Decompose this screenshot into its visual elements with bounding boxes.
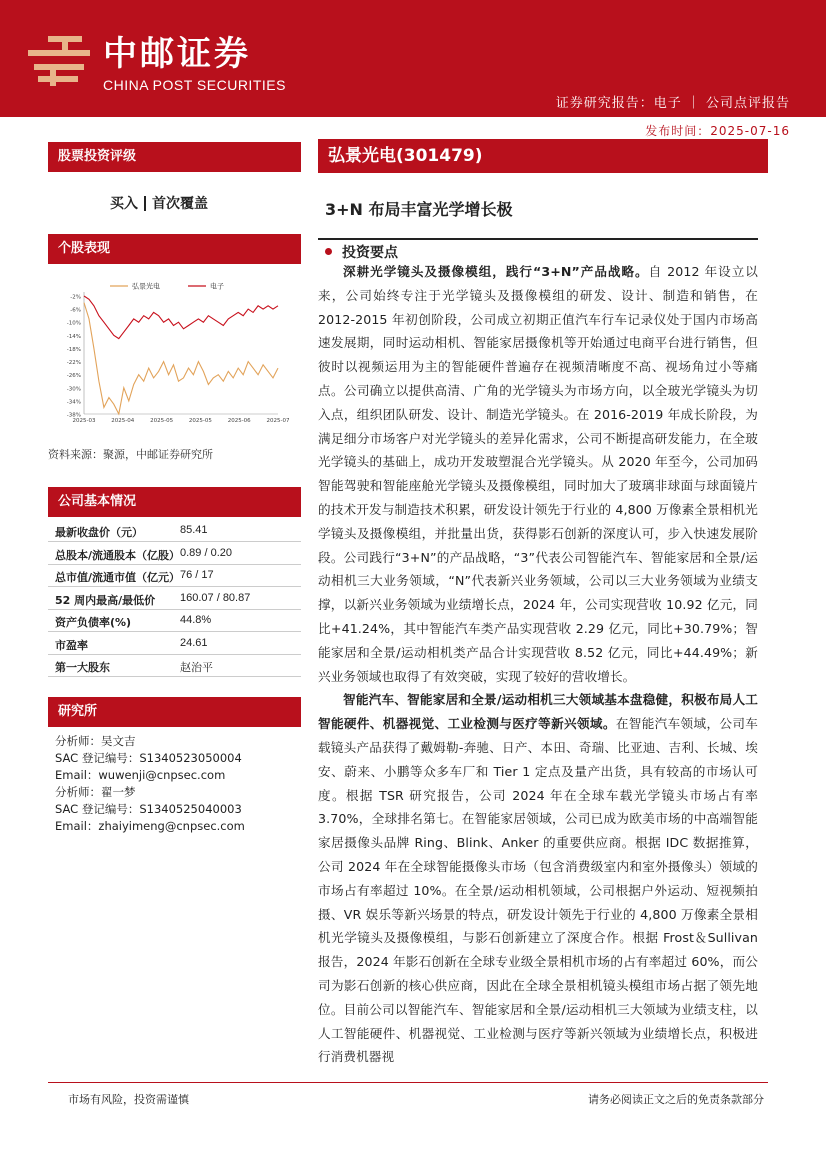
china-post-logo-icon [28,36,90,86]
footer-risk-note: 市场有风险，投资需谨慎 [68,1093,189,1106]
analyst-line: 分析师：翟一梦 [55,785,136,799]
analyst-email[interactable]: Email：zhaiyimeng@cnpsec.com [55,819,245,833]
section-label: 投资要点 [342,245,398,261]
basics-title: 公司基本情况 [48,487,301,517]
paragraph-text: 在智能汽车领域，公司车载镜头产品获得了戴姆勒-奔驰、日产、本田、奇瑞、比亚迪、吉利、长城、埃安、蔚来、小鹏等众多车厂和 Tier 1 定点及量产出货，具有较高的市场认可度。根据 TSR 研究报告，公司 2024 年在全球车载光学镜头市场占有率 3.70%，全球排名第七。在智能家居领域，公司已成为欧美市场的中高端智能家居摄像头品牌 Ring、Blink、Anker 的重要供应商。根据 IDC 数据推算，公司 2024 年在全球智能摄像头市场（包含消费级室内和室外摄像头）领域的市场占有率超过 10%。在全景/运动相机领域，公司根据户外运动、短视频拍摄、VR 娱乐等新兴场景的特点，研发设计领先于行业的 4,800 万像素全景相机光学镜头及摄像模组，与影石创新建立了深度合作。根据 Frost＆Sullivan 报告，2024 年影石创新在全球专业级全景相机市场的占有率超过 60%，而公司为影石创新的核心供应商，因此在全球全景相机镜头模组市场占据了领先地位。目前公司以智能汽车、智能家居和全景/运动相机三大领域为业绩支柱，以人工智能硬件、机器视觉、工业检测与医疗等新兴领域为业绩增长点，积极进行消费机器视 [318,716,758,1065]
y-tick-label: -10% [66,320,81,327]
basics-value: 44.8% [180,614,212,626]
divider [318,238,758,240]
analyst-list [55,733,245,835]
basics-value: 160.07 / 80.87 [180,591,251,604]
analyst-email[interactable]: Email：wuwenji@cnpsec.com [55,768,226,782]
basics-key: 52 周内最高/最低价 [55,593,156,607]
perf-title: 个股表现 [48,234,301,264]
row-divider [48,631,301,632]
paragraph [318,688,758,1069]
legend-label: 电子 [210,282,224,291]
basics-key: 总市值/流通市值（亿元） [55,571,181,584]
basics-key: 最新收盘价（元） [55,526,143,539]
y-tick-label: -22% [66,360,81,367]
body-text [318,260,758,1069]
paragraph [318,260,758,688]
y-tick-label: -6% [70,307,81,314]
paragraph-lead: 深耕光学镜头及摄像模组，践行“3+N”产品战略。 [343,264,649,279]
basics-key: 市盈率 [55,638,88,652]
basics-value: 0.89 / 0.20 [180,546,232,559]
divider [144,196,146,211]
headline: 3+N 布局丰富光学增长极 [325,200,513,219]
paragraph-lead: 智能汽车、智能家居和全景/运动相机三大领域基本盘稳健，积极布局人工智能硬件、机器视觉、工业检测与医疗等新兴领域。 [318,692,758,732]
chart-source: 资料来源：聚源，中邮证券研究所 [48,448,213,461]
row-divider [48,609,301,610]
report-type: 证券研究报告：电子 ｜ 公司点评报告 [555,96,790,111]
y-tick-label: -30% [66,386,81,393]
series-line-sector [84,296,278,339]
basics-value: 85.41 [180,524,208,536]
analyst-line: 分析师：吴文吉 [55,734,136,748]
publish-date: 发布时间：2025-07-16 [645,124,790,138]
footer-rule [48,1082,768,1083]
x-tick-label: 2025-06 [227,418,251,424]
row-divider [48,586,301,587]
basics-value: 24.61 [180,636,208,649]
analyst-line: SAC 登记编号：S1340525040003 [55,802,242,816]
basics-key: 总股本/流通股本（亿股） [55,548,181,562]
row-divider [48,654,301,655]
x-tick-label: 2025-05 [150,418,174,424]
x-tick-label: 2025-03 [72,418,96,424]
legend-label: 弘景光电 [132,282,160,291]
footer-disclaimer-note: 请务必阅读正文之后的免责条款部分 [588,1093,764,1106]
page-header [0,0,826,117]
row-divider [48,564,301,565]
research-title: 研究所 [48,697,301,727]
rating [110,193,208,213]
x-tick-label: 2025-05 [188,418,212,424]
coverage-value: 首次覆盖 [152,196,208,212]
y-tick-label: -2% [70,294,81,301]
paragraph-text: 自 2012 年设立以来，公司始终专注于光学镜头及摄像模组的研发、设计、制造和销售，在 2012-2015 年初创阶段，公司成立初期正值汽车行车记录仪处于国内市场高速发展期，同时运动相机、智能家居摄像机等开始通过电商平台进行销售，但彼时以视频运用为主的智能硬件普遍存在视频清晰度不高、视场角过小等痛点。公司确立以提供高清、广角的光学镜头为市场方向，以全玻光学镜头为切入点，组织团队研发、设计、制造光学镜头。在 2016-2019 年成长阶段，为满足细分市场客户对光学镜头的差异化需求，公司不断提高研发能力，在全玻光学镜头的基础上，成功开发玻塑混合光学镜头。从 2020 年至今，公司加码智能驾驶和智能座舱光学镜头及摄像模组，同时加大了玻璃非球面与球面镜片的技术开发与制造技术积累，研发设计领先于行业的 4,800 万像素全景相机光学镜头及摄像模组，并批量出货，获得影石创新的深度认可，步入快速发展阶段。公司践行“3+N”的产品战略，“3”代表公司智能汽车、智能家居和全景/运动相机三大业务领域，“N”代表新兴业务领域，公司以三大业务领域为业绩支撑，以新兴业务领域为业绩增长点，2024 年，公司实现营收 10.92 亿元，同比+41.24%，其中智能汽车类产品实现营收 2.29 亿元，同比+30.79%；智能家居和全景/运动相机类产品合计实现营收 8.52 亿元，同比+44.49%；新兴业务领域也取得了有效突破，实现了较好的营收增长。 [318,264,758,684]
y-tick-label: -18% [66,346,81,353]
y-tick-label: -34% [66,399,81,406]
brand-name-en: CHINA POST SECURITIES [103,77,286,93]
basics-key: 第一大股东 [55,661,110,674]
bullet-icon [325,248,332,255]
y-tick-label: -14% [66,333,81,340]
x-tick-label: 2025-04 [111,418,135,424]
x-tick-label: 2025-07 [266,418,290,424]
rating-value: 买入 [110,196,138,212]
basics-key: 资产负债率(%) [55,616,132,629]
section-heading [325,242,398,262]
stock-performance-chart [48,278,301,428]
y-tick-label: -38% [66,412,81,419]
series-line-stock [84,303,278,414]
basics-value: 76 / 17 [180,569,214,581]
basics-value: 赵治平 [180,662,213,674]
analyst-line: SAC 登记编号：S1340523050004 [55,751,242,765]
rating-title: 股票投资评级 [48,142,301,172]
brand-name-cn: 中邮证券 [103,34,251,74]
y-tick-label: -26% [66,373,81,380]
row-divider [48,541,301,542]
row-divider [48,676,301,677]
company-title: 弘景光电(301479) [318,139,768,173]
